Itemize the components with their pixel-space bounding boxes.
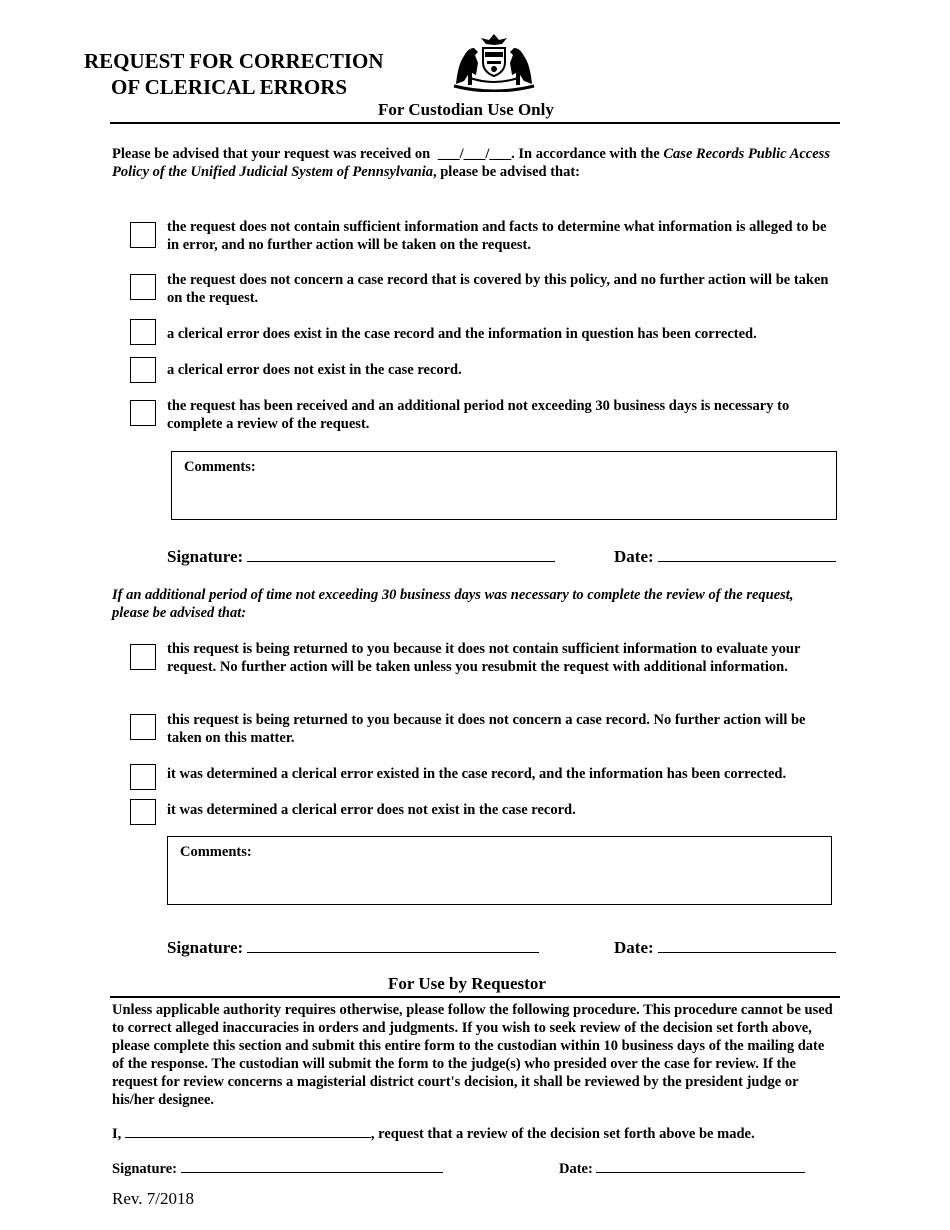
option-text-no-error: a clerical error does not exist in the case record. [167, 362, 462, 378]
pennsylvania-coat-of-arms-icon [450, 32, 538, 92]
custodian-heading-rule [110, 122, 840, 124]
option-text-insufficient-info: the request does not contain sufficient information and facts to determine what information is alleged to be in error, and no further action will be taken on the request. [167, 219, 827, 253]
option-checkbox-not-case-record[interactable] [130, 274, 156, 300]
followup-checkbox-not-case-record[interactable] [130, 714, 156, 740]
intro-prefix: Please be advised that your request was received on [112, 146, 431, 162]
requestor-procedure: Unless applicable authority requires otherwise, please follow the following procedure. This procedure cannot be used to correct alleged inaccuracies in orders and judgments. If you wish to seek review of the decision set forth above, please complete this section and submit this entire form to the custodian within 10 business days of the mailing date of the response. The custodian will submit the form to the judge(s) who presided over the case for review. If the request for review concerns a magisterial district court's decision, it shall be reviewed by the president judge or his/her designee. [112, 1002, 833, 1108]
intro-suffix: , please be advised that: [432, 164, 581, 180]
form-title [84, 48, 384, 100]
requestor-signature-field[interactable] [112, 1160, 443, 1178]
date-label-2: Date: [614, 938, 654, 957]
signature-line-2[interactable] [247, 938, 539, 953]
followup-checkbox-no-error[interactable] [130, 799, 156, 825]
followup-intro: If an additional period of time not exceeding 30 business days was necessary to complete the review of the request, please be advised that: [112, 587, 794, 621]
signature-field-2[interactable] [167, 938, 539, 958]
date-field-1[interactable] [614, 547, 836, 567]
policy-name: Case Records Public Access Policy of the Unified Judicial System of Pennsylvania [112, 146, 830, 180]
option-text-error-corrected: a clerical error does exist in the case record and the information in question has been corrected. [167, 326, 757, 342]
option-text-not-case-record: the request does not concern a case record that is covered by this policy, and no further action will be taken on the request. [167, 272, 829, 306]
comments-label-2: Comments: [180, 844, 252, 860]
requestor-date-line[interactable] [596, 1160, 805, 1173]
signature-field-1[interactable] [167, 547, 555, 567]
requestor-section-heading: For Use by Requestor [388, 974, 546, 993]
request-suffix: , request that a review of the decision set forth above be made. [370, 1126, 755, 1142]
option-checkbox-insufficient-info[interactable] [130, 222, 156, 248]
date-label-1: Date: [614, 547, 654, 566]
form-title-line2: OF CLERICAL ERRORS [111, 75, 348, 99]
requestor-name-line[interactable] [125, 1125, 371, 1138]
option-checkbox-error-corrected[interactable] [130, 319, 156, 345]
signature-line-1[interactable] [247, 547, 555, 562]
followup-text-not-case-record: this request is being returned to you because it does not concern a case record. No further action will be taken on this matter. [167, 712, 806, 746]
requestor-heading-rule [110, 996, 840, 998]
custodian-section-heading: For Custodian Use Only [378, 100, 554, 119]
followup-text-no-error: it was determined a clerical error does not exist in the case record. [167, 802, 576, 818]
followup-checkbox-error-corrected[interactable] [130, 764, 156, 790]
custodian-intro [112, 145, 842, 181]
option-checkbox-no-error[interactable] [130, 357, 156, 383]
revision-label: Rev. 7/2018 [112, 1189, 195, 1208]
review-request-line [112, 1125, 842, 1143]
option-text-additional-period: the request has been received and an additional period not exceeding 30 business days is necessary to complete a review of the request. [167, 398, 790, 432]
requestor-signature-line[interactable] [181, 1160, 443, 1173]
option-checkbox-additional-period[interactable] [130, 400, 156, 426]
signature-label-1: Signature: [167, 547, 244, 566]
comments-box-2[interactable] [167, 836, 832, 905]
signature-label-2: Signature: [167, 938, 244, 957]
comments-label-1: Comments: [184, 459, 256, 475]
requestor-date-label: Date: [559, 1161, 593, 1177]
intro-mid: . In accordance with the [511, 146, 664, 162]
requestor-date-field[interactable] [559, 1160, 805, 1178]
comments-box-1[interactable] [171, 451, 837, 520]
date-line-1[interactable] [658, 547, 836, 562]
form-title-line1: REQUEST FOR CORRECTION [84, 49, 384, 73]
requestor-signature-label: Signature: [112, 1161, 177, 1177]
followup-text-error-corrected: it was determined a clerical error existed in the case record, and the information has been corrected. [167, 766, 787, 782]
followup-checkbox-insufficient-info[interactable] [130, 644, 156, 670]
received-date-blank[interactable]: ___/___/___ [437, 146, 512, 162]
followup-text-insufficient-info: this request is being returned to you because it does not contain sufficient information to evaluate your request. No further action will be taken unless you resubmit the request with additional information. [167, 641, 801, 675]
request-prefix: I, [112, 1126, 122, 1142]
date-line-2[interactable] [658, 938, 836, 953]
date-field-2[interactable] [614, 938, 836, 958]
